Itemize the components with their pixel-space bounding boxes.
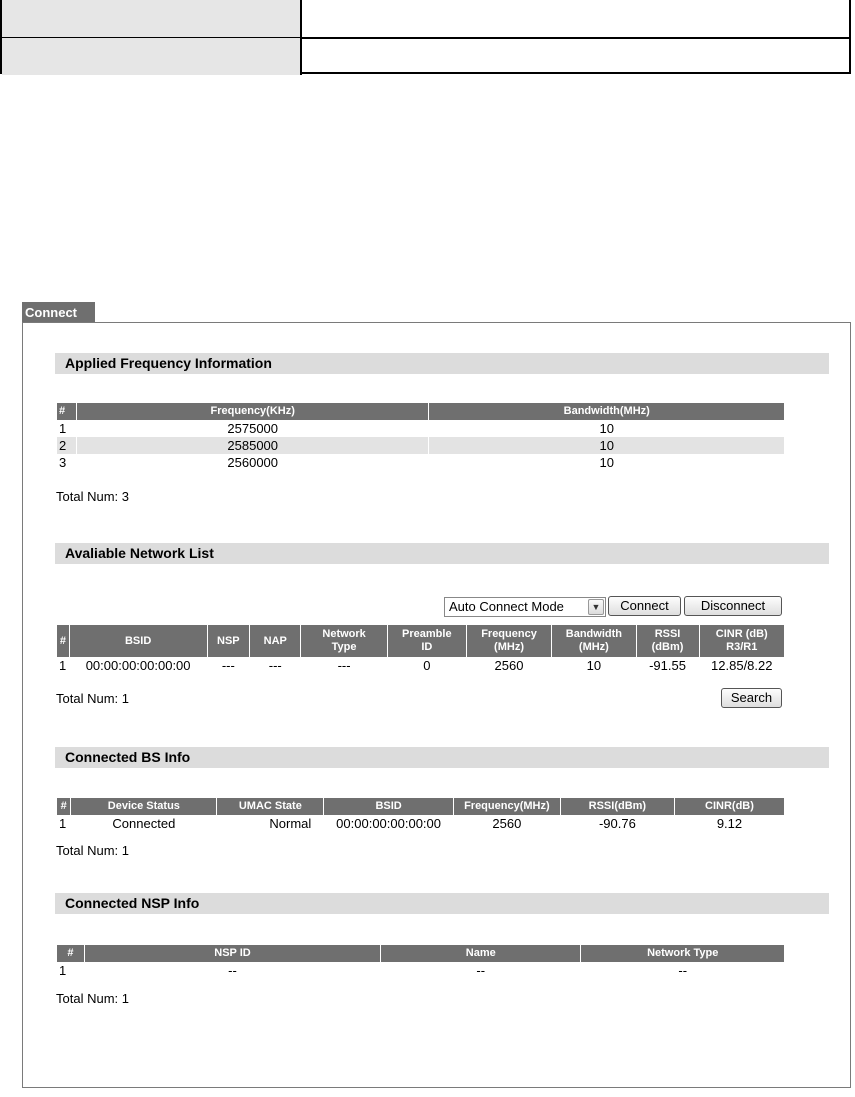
top-frame-table: [0, 0, 851, 74]
cell-frequency: 2560: [494, 658, 524, 673]
table-row: [57, 420, 784, 437]
column-header: Bandwidth (MHz): [552, 625, 635, 657]
tab-connect[interactable]: Connect: [22, 302, 95, 323]
cell-bandwidth: 10: [586, 658, 602, 673]
column-header: Frequency(KHz): [77, 403, 429, 420]
column-header: BSID: [70, 625, 207, 657]
applied-frequency-table: [56, 403, 785, 471]
connect-button[interactable]: Connect: [608, 596, 681, 616]
cell-bandwidth: 10: [599, 455, 614, 470]
connected-nsp-table: [56, 945, 785, 979]
cell-index: 1: [59, 421, 67, 436]
cell-index: 1: [59, 963, 67, 978]
cell-bandwidth: 10: [599, 421, 614, 436]
top-frame-row: [2, 38, 849, 75]
column-header: Network Type: [301, 625, 386, 657]
cell-device-status: Connected: [112, 816, 176, 831]
section-title-connected-nsp: Connected NSP Info: [55, 893, 829, 914]
cell-network-type: ---: [337, 658, 351, 673]
column-header: Network Type: [581, 945, 784, 962]
table-row: [57, 815, 784, 832]
chevron-down-icon[interactable]: ▼: [588, 599, 604, 615]
top-frame-label-cell: [2, 38, 302, 75]
cell-umac-state: Normal: [269, 816, 312, 831]
disconnect-button[interactable]: Disconnect: [684, 596, 782, 616]
total-num: Total Num: 1: [56, 691, 129, 706]
cell-preamble-id: 0: [423, 658, 431, 673]
column-header: #: [57, 625, 69, 657]
cell-nsp: ---: [221, 658, 235, 673]
cell-bsid: 00:00:00:00:00:00: [85, 658, 191, 673]
column-header: NSP ID: [85, 945, 380, 962]
section-title-connected-bs: Connected BS Info: [55, 747, 829, 768]
connected-bs-table: [56, 798, 785, 832]
table-row: [57, 437, 784, 454]
total-num: Total Num: 1: [56, 991, 129, 1006]
total-num: Total Num: 3: [56, 489, 129, 504]
column-header: RSSI (dBm): [637, 625, 699, 657]
column-header: #: [57, 945, 84, 962]
column-header: CINR (dB) R3/R1: [700, 625, 784, 657]
cell-network-type: --: [678, 963, 688, 978]
column-header: BSID: [324, 798, 453, 815]
column-header: #: [57, 403, 76, 420]
cell-bandwidth: 10: [429, 437, 784, 454]
table-row: [57, 962, 784, 979]
column-header: Name: [381, 945, 580, 962]
top-frame-label-cell: [2, 0, 302, 37]
top-frame-row: [2, 0, 849, 39]
connect-mode-value: Auto Connect Mode: [449, 599, 564, 614]
cell-index: 3: [59, 455, 67, 470]
cell-index: 1: [59, 816, 67, 831]
column-header: NAP: [250, 625, 300, 657]
cell-frequency: 2575000: [227, 421, 279, 436]
column-header: UMAC State: [217, 798, 323, 815]
connect-panel: [22, 322, 851, 1088]
cell-bsid: 00:00:00:00:00:00: [336, 816, 441, 831]
section-title-applied-frequency: Applied Frequency Information: [55, 353, 829, 374]
cell-cinr: 12.85/8.22: [711, 658, 773, 673]
column-header: RSSI(dBm): [561, 798, 674, 815]
cell-index: 1: [59, 658, 67, 673]
cell-index: 2: [57, 437, 76, 454]
cell-nsp-id: --: [228, 963, 237, 978]
cell-nap: ---: [268, 658, 282, 673]
column-header: Device Status: [71, 798, 216, 815]
section-title-network-list: Avaliable Network List: [55, 543, 829, 564]
cell-frequency: 2560: [492, 816, 522, 831]
cell-rssi: -91.55: [649, 658, 686, 673]
cell-frequency: 2585000: [77, 437, 429, 454]
search-button[interactable]: Search: [721, 688, 782, 708]
cell-frequency: 2560000: [227, 455, 279, 470]
cell-rssi: -90.76: [598, 816, 636, 831]
cell-name: --: [476, 963, 486, 978]
column-header: Preamble ID: [388, 625, 466, 657]
network-list-table: [56, 625, 785, 674]
column-header: #: [57, 798, 70, 815]
cell-cinr: 9.12: [716, 816, 743, 831]
column-header: Frequency (MHz): [467, 625, 551, 657]
table-row: [57, 454, 784, 471]
column-header: NSP: [208, 625, 250, 657]
column-header: CINR(dB): [675, 798, 784, 815]
total-num: Total Num: 1: [56, 843, 129, 858]
column-header: Bandwidth(MHz): [429, 403, 784, 420]
table-row[interactable]: [57, 657, 784, 674]
column-header: Frequency(MHz): [454, 798, 560, 815]
connect-mode-select[interactable]: [444, 597, 606, 617]
